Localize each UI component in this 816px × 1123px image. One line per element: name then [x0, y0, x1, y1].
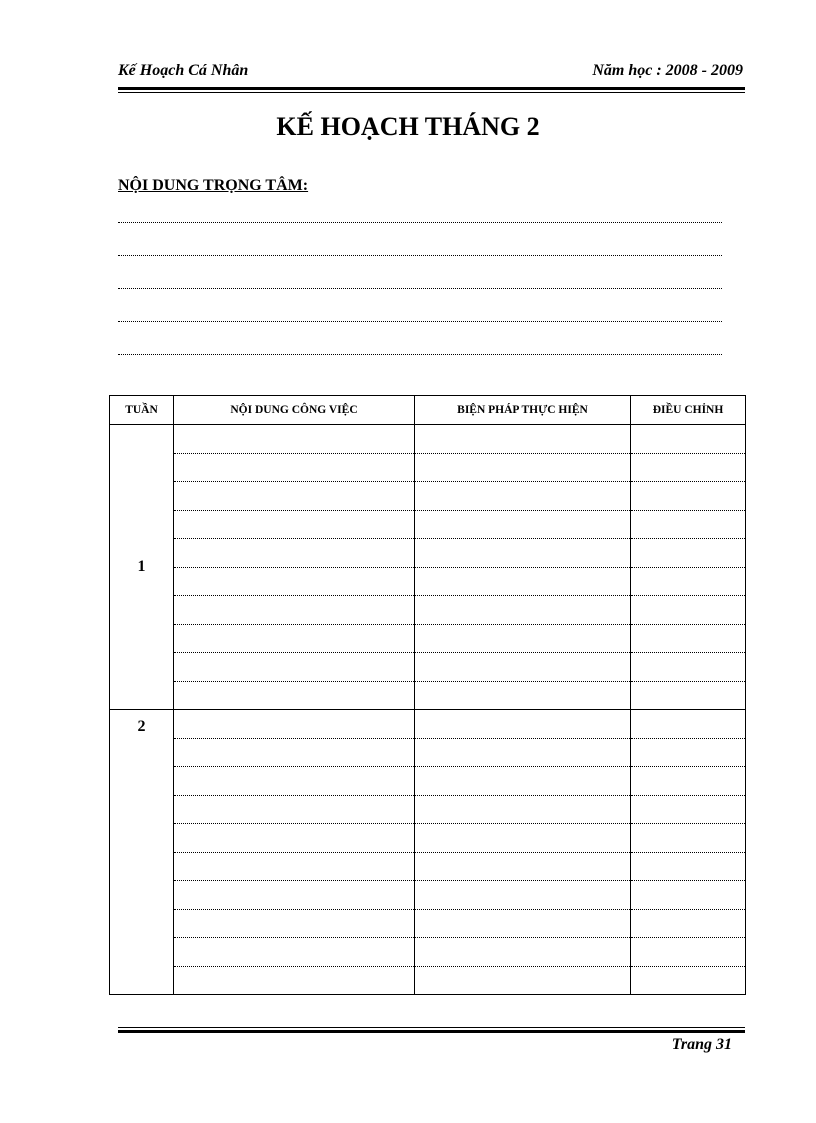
table-cell[interactable]: [631, 938, 746, 967]
table-cell[interactable]: [415, 824, 631, 853]
table-cell[interactable]: [174, 539, 415, 568]
table-cell[interactable]: [415, 453, 631, 482]
table-cell[interactable]: [415, 425, 631, 454]
table-cell[interactable]: [631, 824, 746, 853]
table-cell[interactable]: [174, 909, 415, 938]
dotted-line: [118, 255, 722, 256]
table-cell[interactable]: [174, 425, 415, 454]
table-cell[interactable]: [415, 767, 631, 796]
table-cell[interactable]: [174, 567, 415, 596]
table-cell[interactable]: [631, 795, 746, 824]
header-left-text: Kế Hoạch Cá Nhân: [118, 62, 249, 79]
table-cell[interactable]: [415, 510, 631, 539]
table-cell[interactable]: [415, 909, 631, 938]
table-cell[interactable]: [415, 539, 631, 568]
table-row: [110, 824, 746, 853]
table-header-row: [110, 396, 746, 425]
dotted-line: [118, 288, 722, 289]
table-cell[interactable]: [415, 710, 631, 739]
col-header-week: TUẦN: [110, 396, 174, 425]
table-row: [110, 681, 746, 710]
table-cell[interactable]: [631, 453, 746, 482]
table-row: [110, 909, 746, 938]
table-cell[interactable]: [174, 738, 415, 767]
table-cell[interactable]: [415, 596, 631, 625]
table-cell[interactable]: [174, 966, 415, 995]
table-row: [110, 852, 746, 881]
table-cell[interactable]: [631, 653, 746, 682]
table-cell[interactable]: [631, 567, 746, 596]
table-row: [110, 425, 746, 454]
table-cell[interactable]: [631, 624, 746, 653]
table-cell[interactable]: [631, 482, 746, 511]
table-cell[interactable]: [174, 681, 415, 710]
table-cell[interactable]: [631, 510, 746, 539]
table-row: [110, 767, 746, 796]
table-cell[interactable]: [174, 824, 415, 853]
table-cell[interactable]: [415, 624, 631, 653]
table-cell[interactable]: [174, 453, 415, 482]
table-cell[interactable]: [631, 681, 746, 710]
table-cell[interactable]: [174, 767, 415, 796]
table-cell[interactable]: [415, 653, 631, 682]
week-2-cell: 2: [110, 710, 174, 995]
table-cell[interactable]: [415, 938, 631, 967]
table-cell[interactable]: [415, 681, 631, 710]
week-1-cell: 1: [110, 425, 174, 710]
table-cell[interactable]: [415, 852, 631, 881]
footer-rule-thin: [118, 1027, 745, 1028]
footer-rule-thick: [118, 1030, 745, 1033]
table-row: [110, 881, 746, 910]
page-header: [118, 62, 745, 84]
table-cell[interactable]: [174, 482, 415, 511]
table-cell[interactable]: [174, 710, 415, 739]
page-number: Trang 31: [671, 1036, 732, 1053]
dotted-line: [118, 222, 722, 223]
table-cell[interactable]: [631, 710, 746, 739]
section-heading: NỘI DUNG TRỌNG TÂM:: [118, 177, 309, 194]
table-cell[interactable]: [415, 482, 631, 511]
table-cell[interactable]: [174, 852, 415, 881]
table-cell[interactable]: [174, 596, 415, 625]
table-row: [110, 795, 746, 824]
table-cell[interactable]: [631, 425, 746, 454]
table-row: [110, 510, 746, 539]
table-cell[interactable]: [631, 596, 746, 625]
table-cell[interactable]: [631, 738, 746, 767]
col-header-adjust: ĐIỀU CHỈNH: [631, 396, 746, 425]
table-row: [110, 567, 746, 596]
dotted-line: [118, 321, 722, 322]
table-cell[interactable]: [631, 539, 746, 568]
table-row: [110, 539, 746, 568]
table-row: [110, 653, 746, 682]
table-cell[interactable]: [174, 624, 415, 653]
table-cell[interactable]: [174, 881, 415, 910]
table-row: [110, 710, 746, 739]
col-header-content: NỘI DUNG CÔNG VIỆC: [174, 396, 415, 425]
dotted-line: [118, 354, 722, 355]
table-row: [110, 938, 746, 967]
table-row: [110, 738, 746, 767]
table-cell[interactable]: [631, 881, 746, 910]
table-cell[interactable]: [631, 767, 746, 796]
table-cell[interactable]: [174, 653, 415, 682]
page-title: KẾ HOẠCH THÁNG 2: [276, 112, 540, 141]
table-cell[interactable]: [174, 938, 415, 967]
header-rule-thick: [118, 87, 745, 90]
table-cell[interactable]: [415, 795, 631, 824]
table-row: [110, 453, 746, 482]
table-row: [110, 596, 746, 625]
table-cell[interactable]: [631, 909, 746, 938]
header-school-year: Năm học : 2008 - 2009: [592, 62, 743, 79]
table-cell[interactable]: [631, 852, 746, 881]
table-row: [110, 624, 746, 653]
header-rule-thin: [118, 92, 745, 93]
col-header-method: BIỆN PHÁP THỰC HIỆN: [415, 396, 631, 425]
table-cell[interactable]: [174, 510, 415, 539]
table-cell[interactable]: [174, 795, 415, 824]
plan-table: [109, 395, 746, 995]
table-row: [110, 966, 746, 995]
table-cell[interactable]: [631, 966, 746, 995]
table-cell[interactable]: [415, 966, 631, 995]
table-cell[interactable]: [415, 738, 631, 767]
table-cell[interactable]: [415, 881, 631, 910]
table-cell[interactable]: [415, 567, 631, 596]
table-row: [110, 482, 746, 511]
